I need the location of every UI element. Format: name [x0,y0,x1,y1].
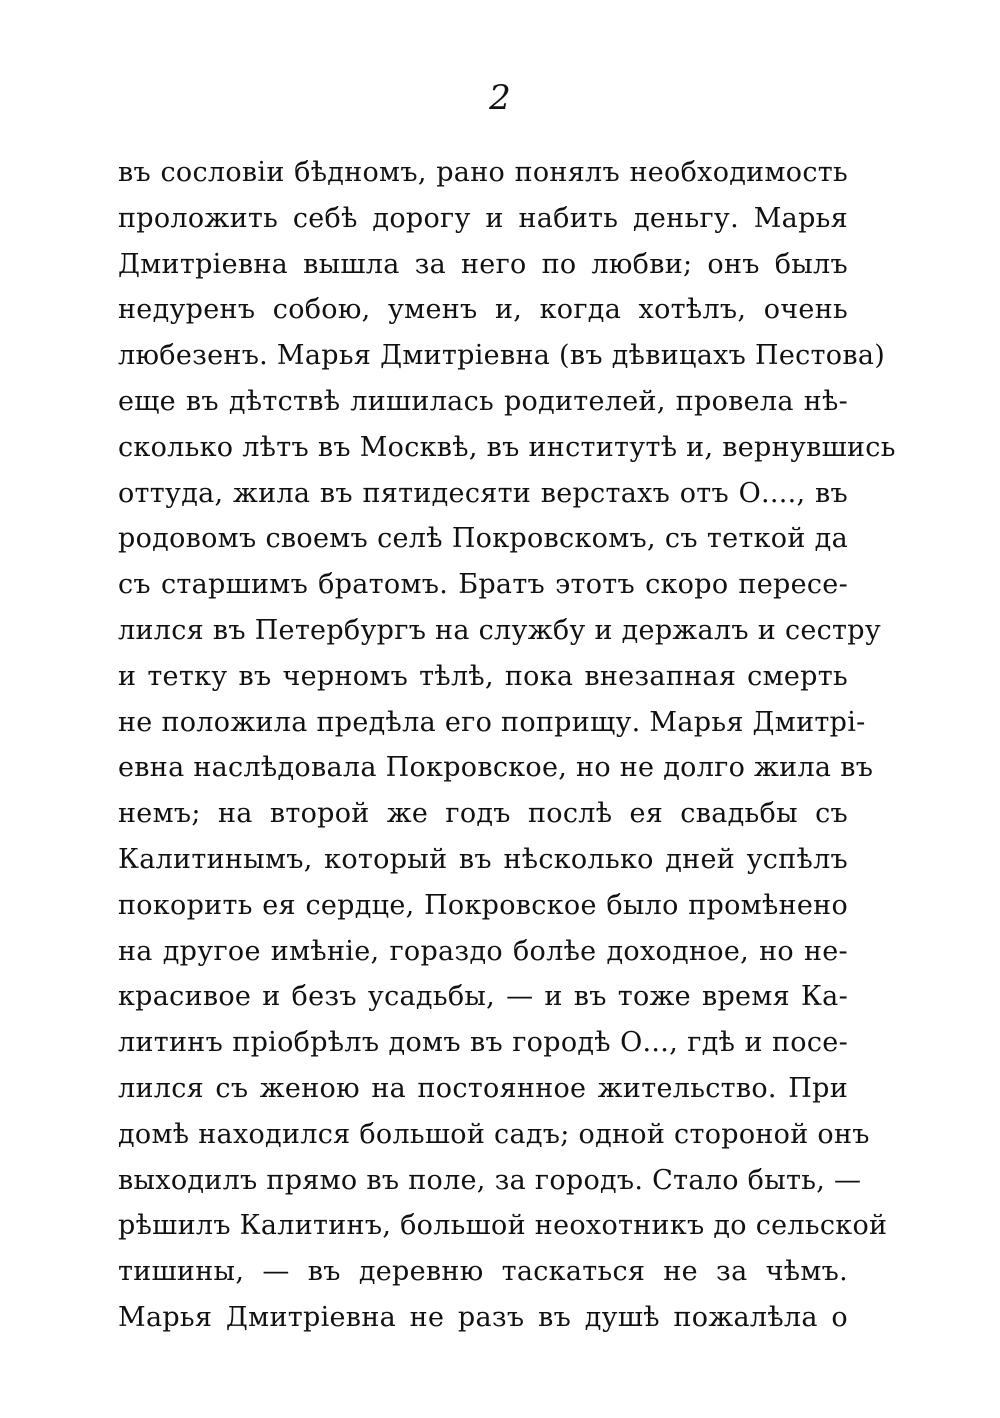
text-line: тишины, — въ деревню таскаться не за чѣмъ. [118,1256,848,1288]
text-line: еще въ дѣтствѣ лишилась родителей, провела нѣ- [118,385,848,417]
text-line: лился въ Петербургъ на службу и держалъ и сестру [118,614,882,646]
text-line: оттуда, жила въ пятидесяти верстахъ отъ О...., въ [118,477,848,509]
text-line: на другое имѣніе, гораздо болѣе доходное, но не- [118,935,848,967]
text-line: Дмитріевна вышла за него по любви; онъ былъ [118,248,848,280]
text-line: лился съ женою на постоянное жительство. При [118,1072,848,1104]
text-line: любезенъ. Марья Дмитріевна (въ дѣвицахъ Пестова) [118,340,886,372]
text-line: съ старшимъ братомъ. Братъ этотъ скоро пересе- [118,569,848,601]
text-line: проложить себѣ дорогу и набить деньгу. Марья [118,202,848,234]
text-line: красивое и безъ усадьбы, — и въ тоже время Ка- [118,981,848,1013]
text-line: выходилъ прямо въ поле, за городъ. Стало быть, — [118,1164,862,1196]
text-line: сколько лѣтъ въ Москвѣ, въ институтѣ и, вернувшись [118,431,896,463]
text-line: немъ; на второй же годъ послѣ ея свадьбы съ [118,798,848,830]
text-line: не положила предѣла его поприщу. Марья Дмитрі- [118,706,866,738]
text-line: недуренъ собою, уменъ и, когда хотѣлъ, очень [118,294,848,326]
body-text [118,150,896,1341]
text-line: домѣ находился большой садъ; одной стороной онъ [118,1118,870,1150]
text-line: евна наслѣдовала Покровское, но не долго жила въ [118,752,874,784]
text-line: литинъ пріобрѣлъ домъ въ городѣ О..., гдѣ и посе- [118,1027,848,1059]
text-line: и тетку въ черномъ тѣлѣ, пока внезапная смерть [118,660,848,692]
text-line: родовомъ своемъ селѣ Покровскомъ, съ теткой да [118,523,848,555]
text-line: Марья Дмитріевна не разъ въ душѣ пожалѣла о [118,1301,848,1333]
text-line: въ сословіи бѣдномъ, рано понялъ необходимость [118,157,848,188]
page-number: 2 [489,78,511,118]
text-line: покорить ея сердце, Покровское было промѣнено [118,889,848,921]
text-line: рѣшилъ Калитинъ, большой неохотникъ до сельской [118,1210,888,1242]
text-line: Калитинымъ, который въ нѣсколько дней успѣлъ [118,843,848,875]
